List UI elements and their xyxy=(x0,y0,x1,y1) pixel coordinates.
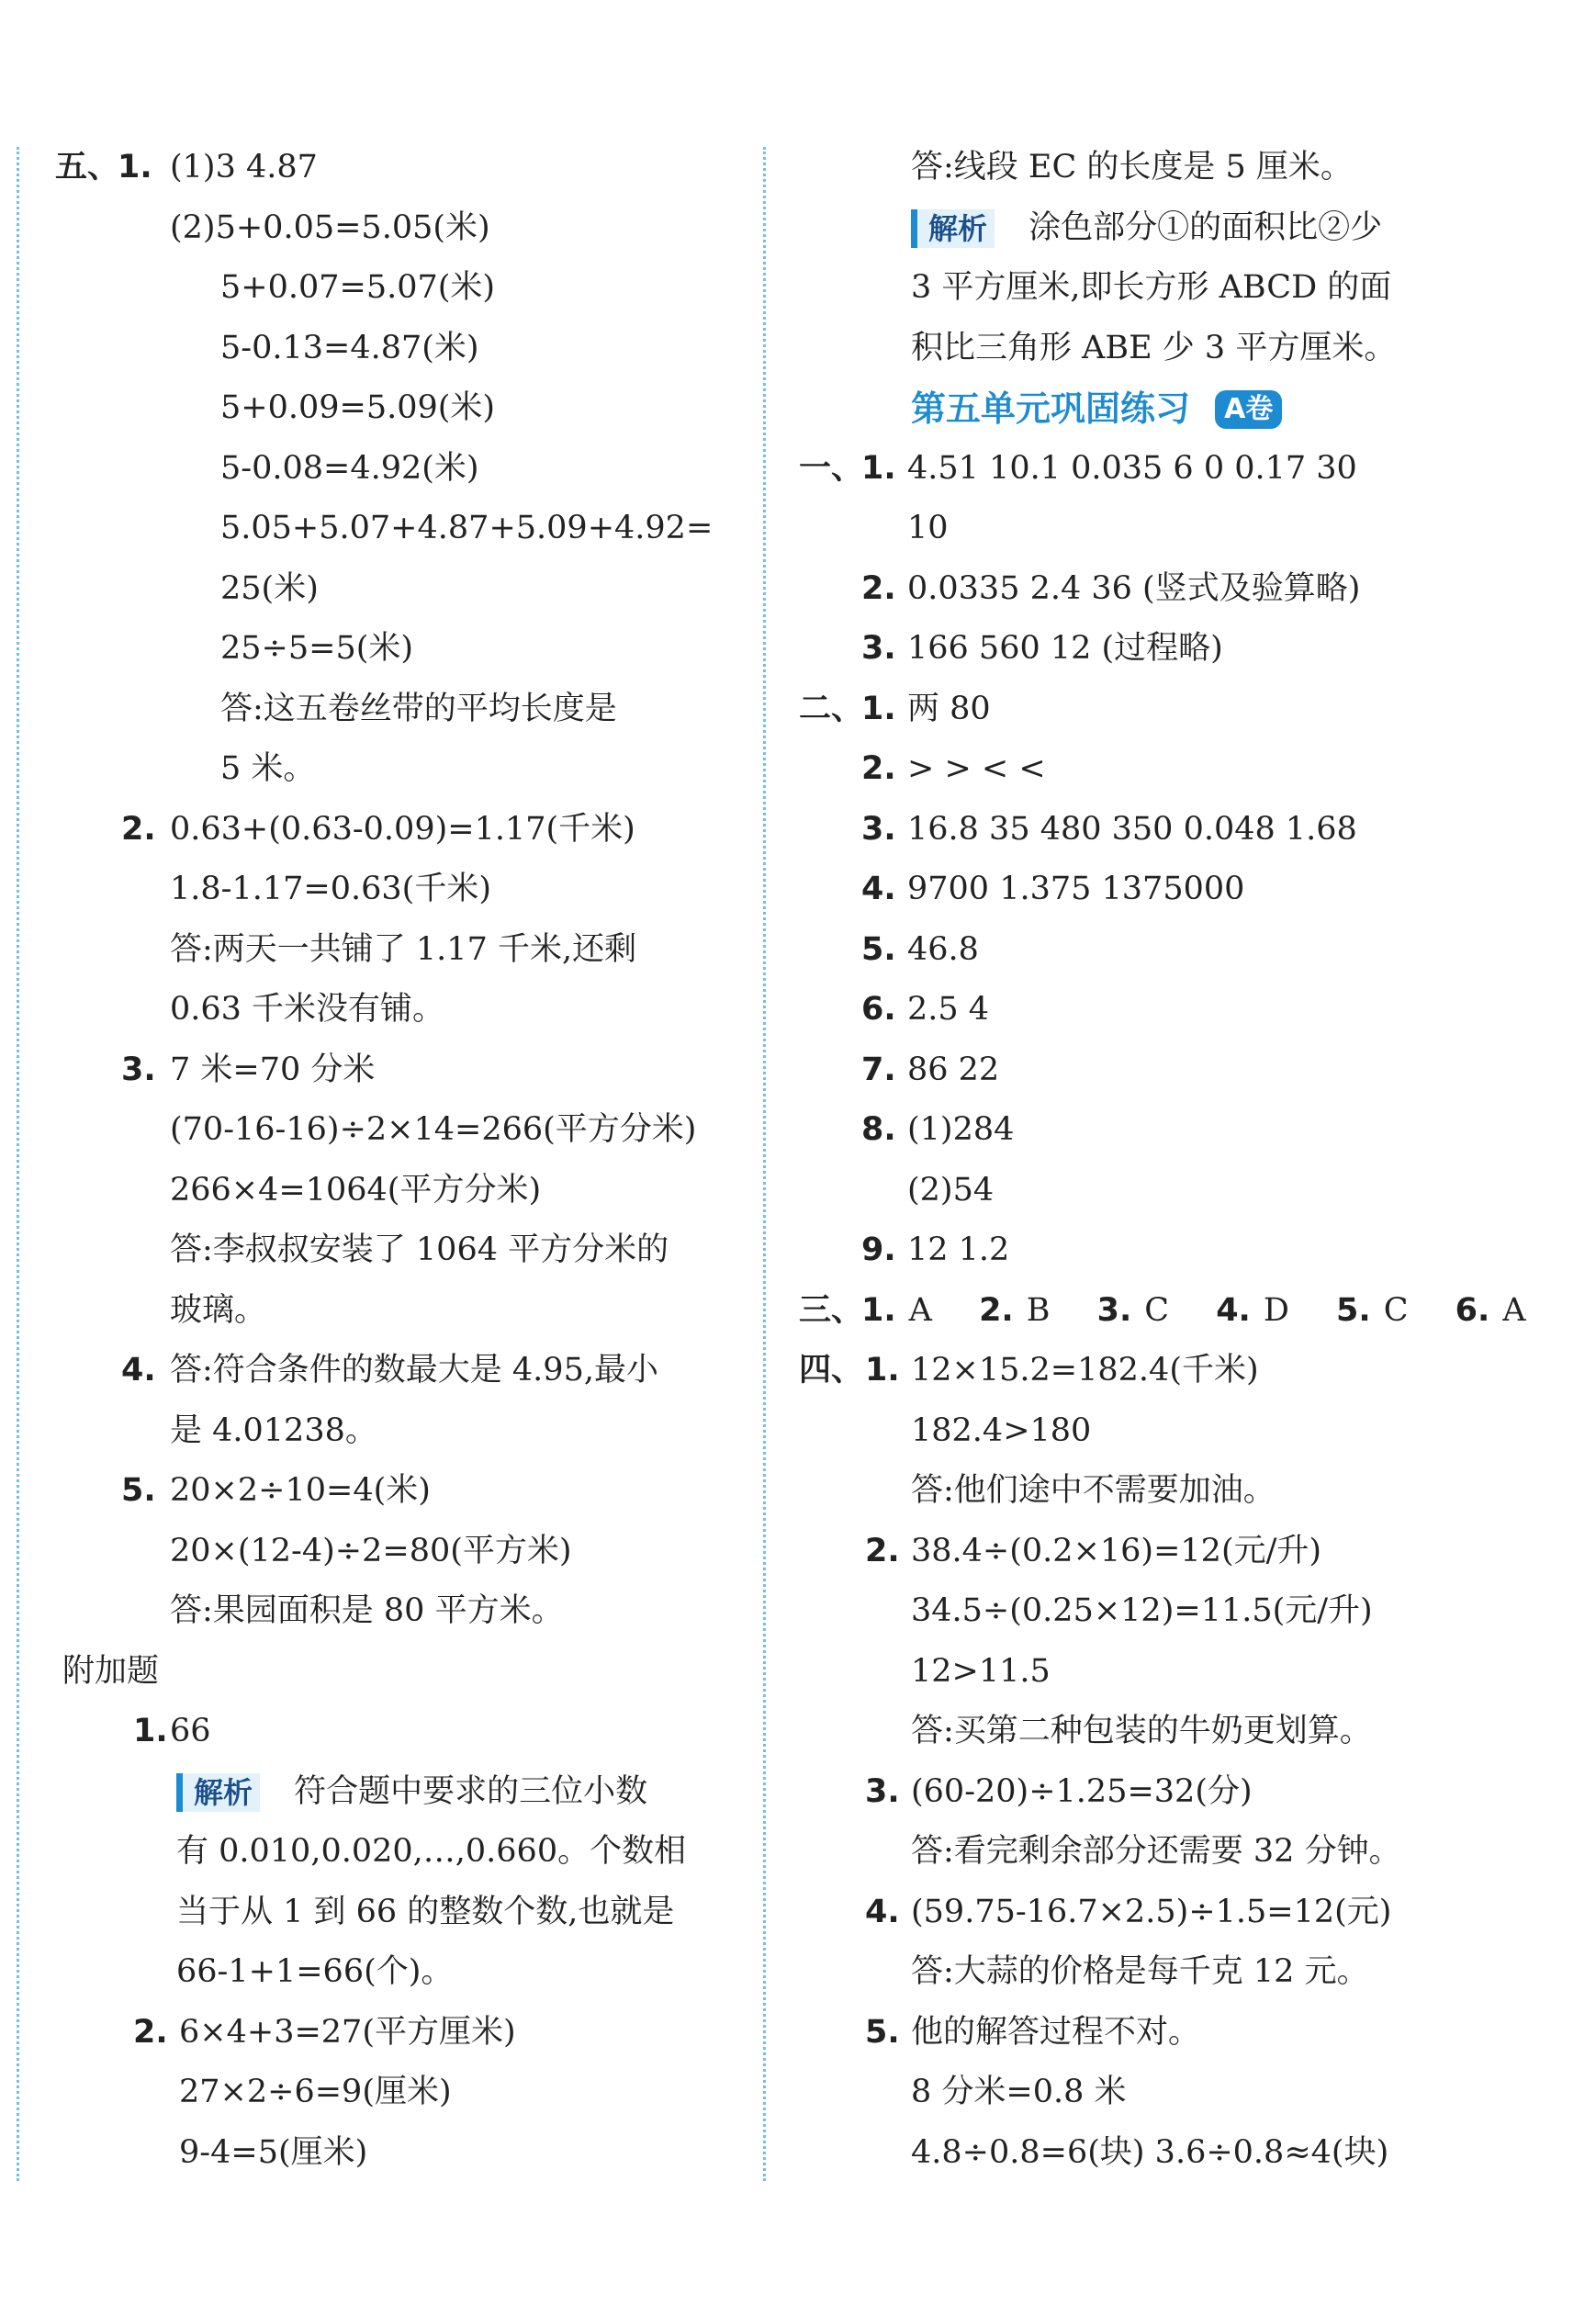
section-5-q3-line-1 xyxy=(55,1040,735,1101)
section-4-q1-number: 1. xyxy=(865,1352,900,1389)
choice-number: 5. xyxy=(1336,1291,1371,1329)
section-5-q1-number: 1. xyxy=(118,149,152,186)
analysis-line: 当于从 1 到 66 的整数个数,也就是 xyxy=(176,1893,675,1930)
section-3-choices xyxy=(799,1281,1570,1342)
analysis-tag: 解析 xyxy=(911,209,995,248)
answer-line: 5+0.07=5.07(米) xyxy=(220,269,496,306)
section-2-q6-number: 6. xyxy=(861,991,896,1028)
section-5-q5-line-1 xyxy=(55,1461,735,1522)
section-2-q4-number: 4. xyxy=(861,871,896,907)
answer-text: 0.0335 2.4 36 (竖式及验算略) xyxy=(907,569,1361,607)
answer-line: 1.8-1.17=0.63(千米) xyxy=(170,871,491,907)
section-4-q3-line-1 xyxy=(799,1762,1570,1823)
unit-heading xyxy=(799,378,1570,439)
section-5-q1-line-1 xyxy=(55,138,735,198)
answer-line: 答:李叔叔安装了 1064 平方分米的 xyxy=(170,1231,669,1268)
extra-questions-title: 附加题 xyxy=(62,1652,160,1690)
section-2-q5 xyxy=(799,920,1570,981)
section-4-q5-line-1 xyxy=(799,2003,1570,2063)
answer-line: 是 4.01238。 xyxy=(170,1411,377,1449)
answer-line: 答:线段 EC 的长度是 5 厘米。 xyxy=(911,149,1353,186)
section-2-q3-number: 3. xyxy=(861,810,896,848)
left-column xyxy=(55,138,735,2183)
answer-text: 0.63+(0.63-0.09)=1.17(千米) xyxy=(170,810,635,848)
section-1-label: 一、 xyxy=(799,449,864,487)
choice-number: 3. xyxy=(1096,1291,1132,1329)
section-4-label: 四、 xyxy=(799,1352,864,1389)
unit-badge: A卷 xyxy=(1215,390,1282,429)
answer-line: 答:这五卷丝带的平均长度是 xyxy=(220,690,617,727)
section-4-q3-number: 3. xyxy=(865,1772,900,1810)
answer-line: (2)54 xyxy=(907,1171,995,1209)
section-5-q2-line-1 xyxy=(55,800,735,860)
section-2-q9 xyxy=(799,1220,1570,1281)
answer-text: 12 1.2 xyxy=(907,1231,1010,1268)
unit-title: 第五单元巩固练习 xyxy=(911,388,1191,429)
choice-number: 1. xyxy=(861,1291,896,1329)
answer-text: 2.5 4 xyxy=(907,991,990,1028)
answer-line: 答:两天一共铺了 1.17 千米,还剩 xyxy=(170,930,637,968)
answer-line: 答:买第二种包装的牛奶更划算。 xyxy=(911,1713,1372,1749)
analysis-text: 符合题中要求的三位小数 xyxy=(294,1772,648,1810)
section-5-q3-number: 3. xyxy=(121,1051,156,1088)
choice-answer: C xyxy=(1383,1291,1409,1329)
choice-item xyxy=(1456,1281,1526,1342)
analysis-line xyxy=(799,198,1570,259)
section-2-q7 xyxy=(799,1040,1570,1101)
section-2-q2-number: 2. xyxy=(861,750,896,787)
answer-line: 266×4=1064(平方分米) xyxy=(170,1171,542,1209)
column-divider xyxy=(763,147,766,2181)
answer-line: (2)5+0.05=5.05(米) xyxy=(170,208,490,246)
choice-item xyxy=(979,1281,1050,1342)
choice-answer: C xyxy=(1144,1291,1170,1329)
choice-number: 6. xyxy=(1455,1291,1490,1329)
section-5-q4-line-1 xyxy=(55,1341,735,1401)
choice-answer: B xyxy=(1026,1291,1051,1329)
answer-line: 4.8÷0.8=6(块) 3.6÷0.8≈4(块) xyxy=(911,2133,1389,2171)
choice-item xyxy=(1336,1281,1408,1342)
answer-text: 38.4÷(0.2×16)=12(元/升) xyxy=(911,1532,1322,1569)
answer-line: 182.4>180 xyxy=(911,1411,1092,1449)
section-2-q4 xyxy=(799,860,1570,920)
section-2-q8-number: 8. xyxy=(861,1111,896,1148)
section-2-label: 二、 xyxy=(799,690,864,727)
section-1-q3 xyxy=(799,619,1570,680)
section-2-q8 xyxy=(799,1100,1570,1161)
answer-line: 答:果园面积是 80 平方米。 xyxy=(170,1592,564,1629)
answer-text: (60-20)÷1.25=32(分) xyxy=(911,1772,1253,1810)
analysis-line: 有 0.010,0.020,…,0.660。个数相 xyxy=(176,1833,687,1870)
answer-line: 12>11.5 xyxy=(911,1652,1051,1690)
analysis-line: 66-1+1=66(个)。 xyxy=(176,1953,454,1990)
section-1-q2-number: 2. xyxy=(861,569,896,607)
answer-text: 4.51 10.1 0.035 6 0 0.17 30 xyxy=(907,449,1357,487)
section-5-label: 五、 xyxy=(55,149,120,186)
answer-line: 25÷5=5(米) xyxy=(220,630,414,667)
answer-text: (1)284 xyxy=(907,1111,1015,1148)
answer-line: 0.63 千米没有铺。 xyxy=(170,991,445,1028)
choice-item xyxy=(1216,1281,1289,1342)
extra-q2-line-1 xyxy=(55,2003,735,2063)
extra-q1-analysis-line xyxy=(55,1762,735,1823)
answer-text: 7 米=70 分米 xyxy=(170,1051,376,1088)
answer-line: 20×(12-4)÷2=80(平方米) xyxy=(170,1532,572,1569)
section-4-q5-number: 5. xyxy=(865,2013,900,2051)
analysis-line: 积比三角形 ABE 少 3 平方厘米。 xyxy=(911,329,1397,366)
analysis-tag: 解析 xyxy=(176,1773,260,1812)
extra-q2-number: 2. xyxy=(133,2013,168,2051)
section-2-q9-number: 9. xyxy=(861,1231,896,1268)
answer-line: 9-4=5(厘米) xyxy=(179,2133,368,2171)
section-5-q2-number: 2. xyxy=(121,810,156,848)
answer-text: 166 560 12 (过程略) xyxy=(907,630,1223,667)
answer-line: 5 米。 xyxy=(220,750,316,787)
answer-text: 答:符合条件的数最大是 4.95,最小 xyxy=(170,1352,658,1389)
section-3-label: 三、 xyxy=(799,1291,864,1329)
choice-number: 4. xyxy=(1216,1291,1251,1329)
choice-answer: D xyxy=(1263,1291,1289,1329)
section-1-q2 xyxy=(799,559,1570,620)
section-1-q3-number: 3. xyxy=(861,630,896,667)
section-4-q4-number: 4. xyxy=(865,1893,900,1930)
choice-answer: A xyxy=(1502,1291,1526,1329)
analysis-line: 3 平方厘米,即长方形 ABCD 的面 xyxy=(911,269,1392,306)
section-2-q5-number: 5. xyxy=(861,930,896,968)
choice-item xyxy=(1097,1281,1169,1342)
answer-line: 答:大蒜的价格是每千克 12 元。 xyxy=(911,1953,1369,1990)
answer-text: 9700 1.375 1375000 xyxy=(907,871,1245,907)
section-2-q6 xyxy=(799,980,1570,1040)
left-margin-divider xyxy=(17,147,19,2181)
extra-q1-line-1 xyxy=(55,1702,735,1762)
section-2-q7-number: 7. xyxy=(861,1051,896,1088)
extra-q1-number: 1. xyxy=(133,1713,168,1749)
answer-text: 6×4+3=27(平方厘米) xyxy=(179,2013,516,2051)
answer-line: 答:看完剩余部分还需要 32 分钟。 xyxy=(911,1833,1401,1870)
answer-line: 5-0.08=4.92(米) xyxy=(220,449,479,487)
answer-text: 16.8 35 480 350 0.048 1.68 xyxy=(907,810,1357,848)
answer-line: 5+0.09=5.09(米) xyxy=(220,389,496,426)
answer-line: 25(米) xyxy=(220,569,319,607)
section-4-q2-line-1 xyxy=(799,1522,1570,1582)
answer-line: 玻璃。 xyxy=(170,1291,267,1329)
section-1-q1-line-1 xyxy=(799,439,1570,500)
answer-text: > > < < xyxy=(907,750,1046,787)
right-column xyxy=(799,138,1570,2183)
choice-item xyxy=(861,1281,932,1342)
answer-text: (1)3 4.87 xyxy=(170,149,318,186)
choice-number: 2. xyxy=(979,1291,1014,1329)
answer-text: 12×15.2=182.4(千米) xyxy=(911,1352,1259,1389)
answer-text: 他的解答过程不对。 xyxy=(911,2013,1201,2051)
answer-line: 10 xyxy=(907,510,949,546)
section-1-q1-number: 1. xyxy=(861,449,896,487)
answer-text: (59.75-16.7×2.5)÷1.5=12(元) xyxy=(911,1893,1392,1930)
answer-line: 5-0.13=4.87(米) xyxy=(220,329,479,366)
section-4-q2-number: 2. xyxy=(865,1532,900,1569)
answer-line: 27×2÷6=9(厘米) xyxy=(179,2074,452,2110)
answer-line: 8 分米=0.8 米 xyxy=(911,2074,1127,2110)
analysis-text: 涂色部分①的面积比②少 xyxy=(1028,208,1383,246)
answer-text: 86 22 xyxy=(907,1051,1000,1088)
section-2-q1 xyxy=(799,680,1570,740)
answer-line: 5.05+5.07+4.87+5.09+4.92= xyxy=(220,510,714,546)
answer-text: 两 80 xyxy=(907,690,991,727)
section-4-q1-line-1 xyxy=(799,1341,1570,1401)
answer-text: 66 xyxy=(170,1713,211,1749)
section-2-q2 xyxy=(799,739,1570,800)
answer-text: 46.8 xyxy=(907,930,979,968)
answer-line: (70-16-16)÷2×14=266(平方分米) xyxy=(170,1111,697,1148)
choice-answer: A xyxy=(908,1291,932,1329)
section-5-q4-number: 4. xyxy=(121,1352,156,1389)
section-5-q5-number: 5. xyxy=(121,1472,156,1509)
section-4-q4-line-1 xyxy=(799,1883,1570,1943)
section-2-q1-number: 1. xyxy=(861,690,896,727)
answer-text: 20×2÷10=4(米) xyxy=(170,1472,431,1509)
answer-line: 34.5÷(0.25×12)=11.5(元/升) xyxy=(911,1592,1373,1629)
section-2-q3 xyxy=(799,800,1570,860)
answer-line: 答:他们途中不需要加油。 xyxy=(911,1472,1276,1509)
